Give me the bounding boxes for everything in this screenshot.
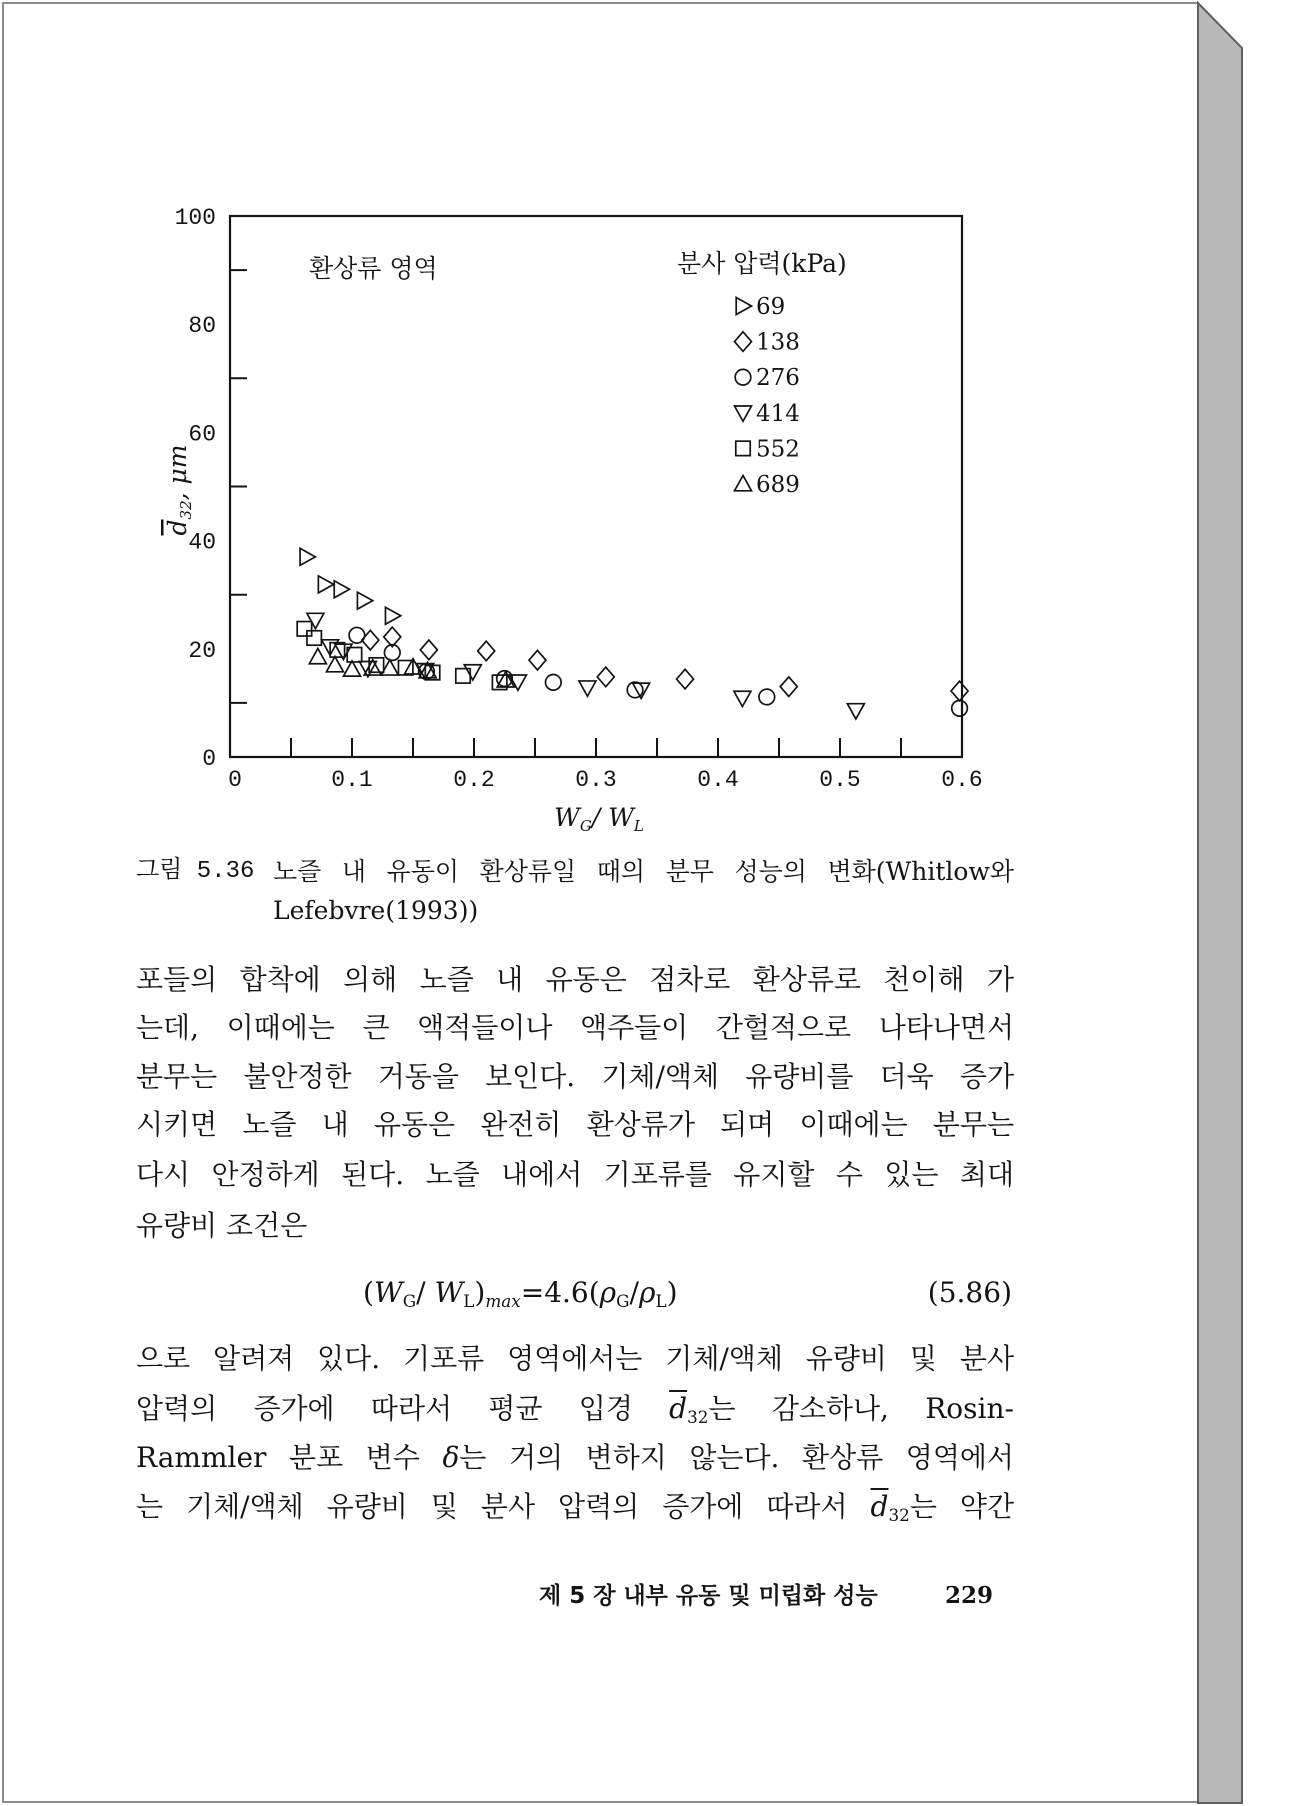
body-line: 유량비 조건은 [136, 1209, 308, 1242]
x-tick-label: 0.5 [819, 767, 861, 793]
legend-label: 138 [756, 329, 800, 356]
body-line: 다시 안정하게 된다. 노즐 내에서 기포류를 유지할 수 있는 최대 [136, 1158, 1014, 1191]
data-point [385, 607, 400, 624]
y-tick-label: 80 [188, 313, 216, 340]
d32-symbol: $\overline{d}$ [870, 1490, 889, 1523]
figure-caption-line-1: 노즐 내 유동이 환상류일 때의 분무 성능의 변화(Whitlow와 [273, 857, 1014, 886]
d32-symbol: $\overline{d}$ [669, 1392, 688, 1425]
y-tick-label: 100 [174, 205, 216, 231]
eq-sub-l: L [463, 1291, 475, 1312]
body-line [136, 1438, 1014, 1478]
scatter-chart [0, 0, 1291, 860]
eq-rho-sub-g: G [616, 1291, 630, 1312]
equation [363, 1273, 678, 1313]
equation-number: (5.86) [927, 1276, 1012, 1309]
eq-open-paren: ( [363, 1276, 374, 1309]
body-text: 는 거의 변하지 않는다. 환상류 영역에서 [459, 1441, 1014, 1474]
data-point [952, 700, 968, 716]
data-point [627, 682, 643, 698]
legend-label: 689 [756, 472, 800, 498]
legend-marker-icon [735, 406, 752, 421]
legend-label: 414 [756, 400, 800, 427]
eq-rho-liquid: ρ [638, 1276, 656, 1309]
series-552 [297, 622, 507, 690]
x-axis-label-sub1: G [579, 817, 592, 835]
body-line: 으로 알려져 있다. 기포류 영역에서는 기체/액체 유량비 및 분사 [136, 1342, 1014, 1375]
figure-caption-line-2: Lefebvre(1993)) [273, 896, 479, 925]
data-point [734, 691, 751, 706]
x-axis-label-slash: / [591, 803, 609, 832]
x-tick-label: 0 [228, 767, 242, 793]
legend-title: 분사 압력(kPa) [677, 249, 847, 278]
legend-marker-icon [736, 441, 750, 455]
body-text: 는 기체/액체 유량비 및 분사 압력의 증가에 따라서 [136, 1490, 871, 1523]
d32-subscript: 32 [888, 1505, 910, 1526]
data-point [334, 581, 349, 598]
data-point [318, 576, 333, 593]
body-text: Rammler 분포 변수 [136, 1441, 443, 1474]
eq-end-paren: ) [666, 1276, 678, 1309]
eq-close-paren: ) [474, 1276, 486, 1309]
y-tick-label: 20 [188, 637, 216, 664]
plot-frame [230, 216, 962, 757]
y-axis-label [163, 445, 195, 536]
eq-rho-gas: ρ [599, 1276, 617, 1309]
delta-symbol: δ [442, 1441, 460, 1474]
series-138 [362, 627, 968, 701]
data-point [326, 657, 343, 672]
x-axis-label-w1: W [554, 803, 580, 832]
eq-rhs: =4.6( [520, 1276, 600, 1309]
eq-slash: / [416, 1276, 435, 1309]
y-tick-label: 0 [202, 746, 216, 772]
eq-sub-g: G [402, 1291, 417, 1312]
data-point [344, 661, 361, 676]
data-point [464, 665, 481, 680]
data-point [309, 648, 326, 663]
y-axis-label-symbol: d [163, 519, 192, 536]
chart-plot-area [175, 205, 983, 793]
data-point [349, 627, 365, 643]
eq-rho-slash: / [629, 1276, 639, 1309]
x-tick-label: 0.2 [453, 767, 495, 793]
y-tick-label: 40 [188, 529, 216, 556]
chart-annotation: 환상류 영역 [309, 254, 438, 283]
data-point [597, 667, 614, 687]
legend-label: 276 [756, 365, 800, 392]
body-text: 압력의 증가에 따라서 평균 입경 [136, 1392, 670, 1425]
x-tick-label: 0.1 [331, 767, 373, 793]
body-line [136, 1487, 1014, 1527]
series-276 [349, 627, 967, 716]
body-line [136, 1389, 1014, 1429]
data-point [951, 681, 968, 701]
legend-marker-icon [736, 298, 751, 315]
data-point [529, 650, 546, 670]
data-point [300, 548, 315, 565]
eq-rho-sub-l: L [655, 1291, 667, 1312]
data-point [847, 704, 864, 719]
y-axis-label-unit: , μm [163, 444, 192, 501]
legend-marker-icon [735, 369, 751, 385]
x-tick-label: 0.4 [697, 767, 739, 793]
data-point [759, 689, 775, 705]
body-line: 는데, 이때에는 큰 액적들이나 액주들이 간헐적으로 나타나면서 [136, 1011, 1014, 1044]
chart-legend [677, 249, 847, 498]
data-point [384, 627, 401, 647]
y-axis-label-sub: 32 [177, 500, 195, 520]
x-axis-label-sub2: L [633, 817, 644, 835]
x-axis-label [554, 803, 644, 835]
figure-caption-label: 그림 5.36 [136, 858, 255, 885]
data-point [478, 641, 495, 661]
data-point [677, 669, 694, 689]
body-line: 시키면 노즐 내 유동은 완전히 환상류가 되며 이때에는 분무는 [136, 1108, 1014, 1141]
body-line: 포들의 합착에 의해 노즐 내 유동은 점차로 환상류로 천이해 가 [136, 963, 1014, 996]
x-axis-label-w2: W [608, 803, 634, 832]
data-point [545, 675, 561, 691]
d32-subscript: 32 [687, 1407, 709, 1428]
body-text: 는 약간 [909, 1490, 1014, 1523]
body-text: 는 감소하나, Rosin- [708, 1392, 1014, 1425]
data-point [297, 622, 311, 636]
body-line: 분무는 불안정한 거동을 보인다. 기체/액체 유량비를 더욱 증가 [136, 1060, 1014, 1093]
legend-marker-icon [735, 332, 752, 352]
eq-w-liquid: W [434, 1276, 464, 1309]
legend-label: 552 [756, 436, 800, 463]
page-number: 229 [945, 1582, 994, 1609]
eq-w-gas: W [373, 1276, 403, 1309]
legend-marker-icon [735, 476, 752, 491]
x-tick-label: 0.3 [575, 767, 617, 793]
data-point [420, 640, 437, 660]
legend-label: 69 [756, 294, 786, 320]
data-point [579, 681, 596, 696]
data-point [357, 592, 372, 609]
data-point [780, 677, 797, 697]
eq-sub-max: max [485, 1291, 521, 1312]
data-point [307, 631, 321, 645]
running-footer-chapter: 제 5 장 내부 유동 및 미립화 성능 [539, 1583, 878, 1609]
x-tick-label: 0.6 [941, 767, 983, 793]
y-tick-label: 60 [188, 421, 216, 448]
